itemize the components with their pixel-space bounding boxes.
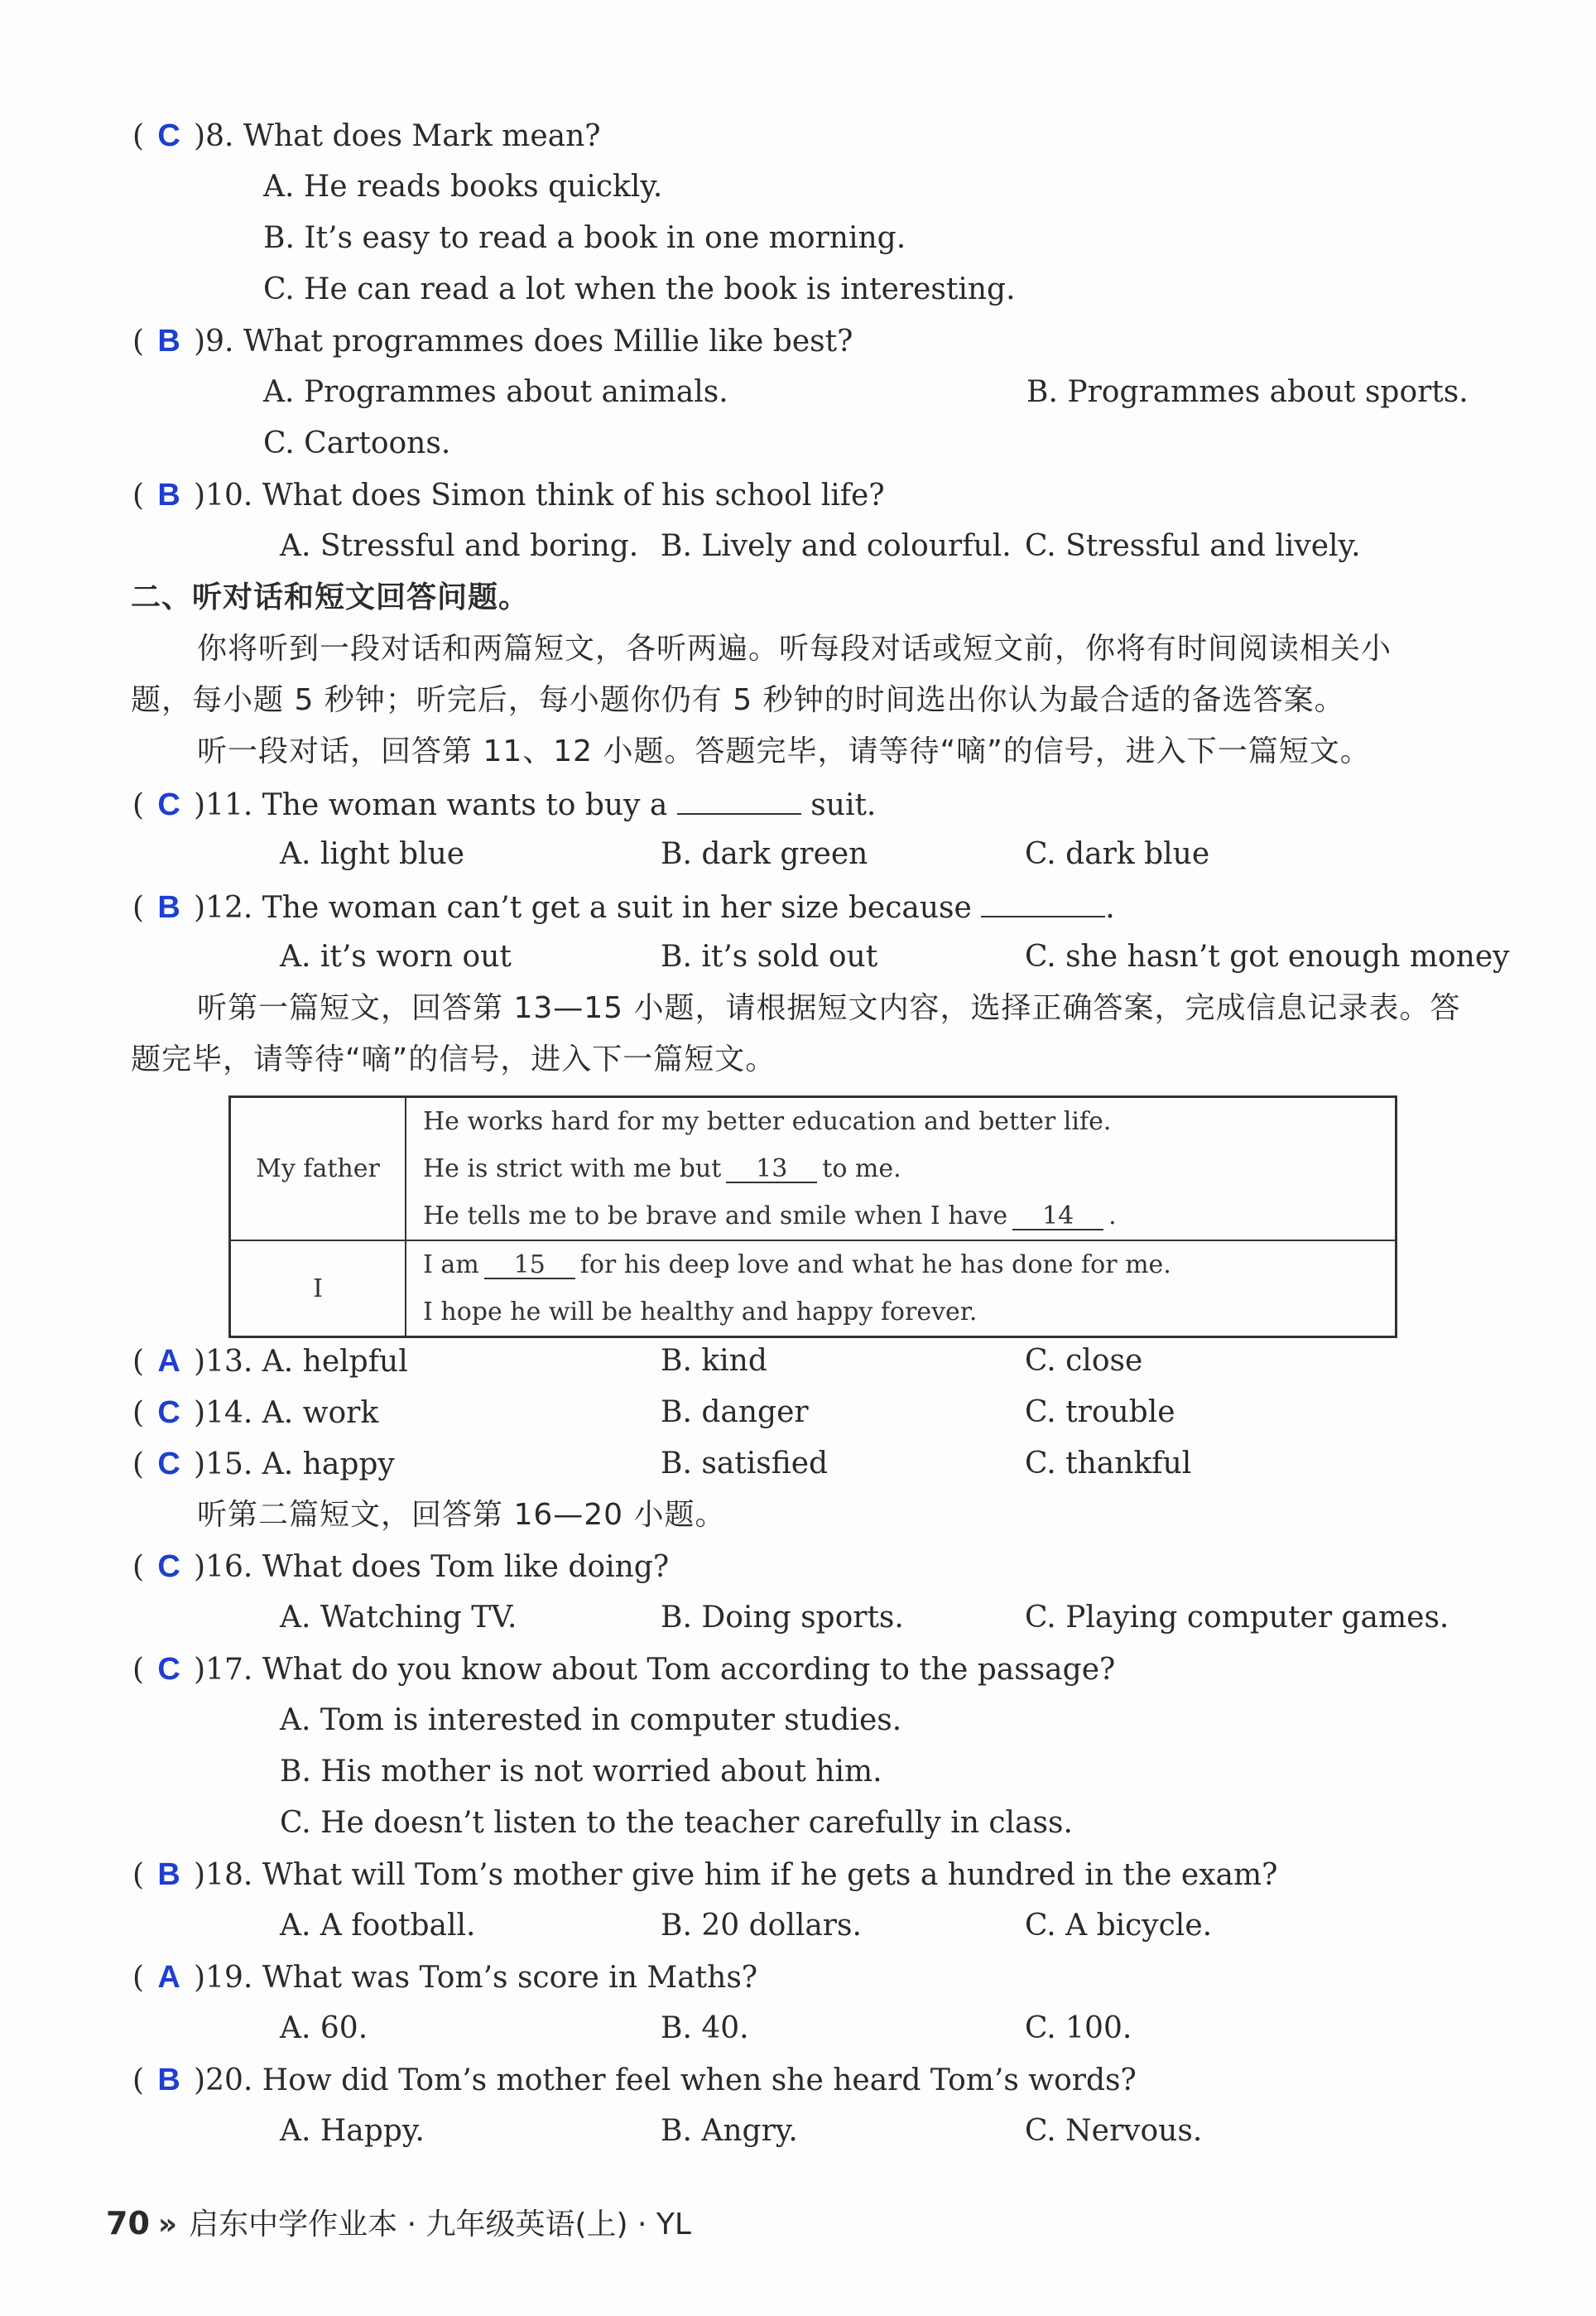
- q13-option-c: C. close: [1025, 1344, 1143, 1378]
- question-8-text: What does Mark mean?: [243, 119, 601, 153]
- q15-option-c: C. thankful: [1025, 1447, 1192, 1481]
- q11-option-b: B. dark green: [661, 837, 868, 871]
- q10-option-c: C. Stressful and lively.: [1025, 529, 1361, 563]
- answer-16: C: [157, 1549, 180, 1584]
- page-footer: [106, 2203, 691, 2244]
- passage-2-instruction: 听第二篇短文，回答第 16—20 小题。: [197, 1498, 726, 1532]
- table-cell: He works hard for my better education and better life. He is strict with me but 13 to me. He tells me to be brave and smile when I have 14 .: [406, 1097, 1396, 1241]
- question-17: ( C )17. What do you know about Tom according to the passage?: [132, 1652, 1116, 1687]
- q16-option-c: C. Playing computer games.: [1025, 1601, 1449, 1635]
- answer-20: B: [157, 2063, 180, 2097]
- question-19: ( A )19. What was Tom’s score in Maths?: [132, 1960, 758, 1995]
- passage-1-instruction-1: 听第一篇短文，回答第 13—15 小题，请根据短文内容，选择正确答案，完成信息记录表。答: [197, 991, 1461, 1025]
- q12-option-a: A. it’s worn out: [280, 940, 512, 974]
- answer-15: C: [157, 1447, 180, 1481]
- answer-11: C: [157, 787, 180, 822]
- q19-option-c: C. 100.: [1025, 2011, 1132, 2045]
- answer-17: C: [157, 1652, 180, 1687]
- passage-1-instruction-2: 题完毕，请等待“嘀”的信号，进入下一篇短文。: [131, 1042, 776, 1076]
- page-number: 70: [106, 2205, 150, 2241]
- table-row: [230, 1240, 1396, 1337]
- q10-option-b: B. Lively and colourful.: [661, 529, 1012, 563]
- section-2-intro-2: 题，每小题 5 秒钟；听完后，每小题你仍有 5 秒钟的时间选出你认为最合适的备选答案。: [131, 683, 1345, 717]
- q18-option-a: A. A football.: [280, 1909, 476, 1943]
- q18-option-c: C. A bicycle.: [1025, 1909, 1213, 1943]
- dialogue-instruction: 听一段对话，回答第 11、12 小题。答题完毕，请等待“嘀”的信号，进入下一篇短文。: [197, 734, 1371, 768]
- answer-8: C: [157, 118, 180, 153]
- answer-13: A: [157, 1344, 180, 1379]
- q19-option-b: B. 40.: [661, 2011, 749, 2045]
- q10-option-a: A. Stressful and boring.: [280, 529, 639, 563]
- question-8: ( C )8. What does Mark mean?: [132, 118, 601, 153]
- q12-option-c: C. she hasn’t got enough money: [1025, 940, 1510, 974]
- info-record-table: [228, 1095, 1397, 1338]
- question-18: ( B )18. What will Tom’s mother give him if he gets a hundred in the exam?: [132, 1857, 1278, 1892]
- q16-option-a: A. Watching TV.: [280, 1601, 517, 1635]
- q14-option-b: B. danger: [661, 1395, 809, 1429]
- question-14: ( C )14. A. work: [132, 1395, 379, 1430]
- blank-13: 13: [726, 1157, 817, 1183]
- section-2-intro-1: 你将听到一段对话和两篇短文，各听两遍。听每段对话或短文前，你将有时间阅读相关小: [197, 632, 1392, 666]
- book-title: 启东中学作业本 · 九年级英语(上) · YL: [189, 2208, 691, 2241]
- section-2-title: 二、听对话和短文回答问题。: [131, 580, 530, 614]
- blank-15: 15: [484, 1253, 575, 1279]
- q14-option-c: C. trouble: [1025, 1395, 1175, 1429]
- q9-option-b: B. Programmes about sports.: [1026, 375, 1469, 409]
- answer-18: B: [157, 1857, 180, 1892]
- question-9-text: What programmes does Millie like best?: [243, 325, 853, 359]
- question-16: ( C )16. What does Tom like doing?: [132, 1549, 670, 1584]
- answer-blank: [677, 785, 801, 815]
- q17-option-b: B. His mother is not worried about him.: [280, 1755, 882, 1789]
- q15-option-b: B. satisfied: [661, 1447, 829, 1481]
- q12-option-b: B. it’s sold out: [661, 940, 878, 974]
- answer-blank: [981, 888, 1105, 917]
- q20-option-b: B. Angry.: [661, 2114, 798, 2148]
- q11-option-c: C. dark blue: [1025, 837, 1210, 871]
- question-12: ( B )12. The woman can’t get a suit in her size because .: [132, 888, 1115, 924]
- row-label-i: I: [230, 1240, 406, 1337]
- answer-12: B: [157, 890, 180, 925]
- question-20: ( B )20. How did Tom’s mother feel when she heard Tom’s words?: [132, 2063, 1137, 2097]
- q13-option-b: B. kind: [661, 1344, 767, 1378]
- answer-10: B: [157, 478, 180, 513]
- q9-option-c: C. Cartoons.: [263, 426, 451, 460]
- q20-option-c: C. Nervous.: [1025, 2114, 1203, 2148]
- question-10-text: What does Simon think of his school life?: [262, 479, 885, 513]
- table-row: [230, 1097, 1396, 1241]
- answer-19: A: [157, 1960, 180, 1995]
- blank-14: 14: [1012, 1204, 1103, 1230]
- q18-option-b: B. 20 dollars.: [661, 1909, 862, 1943]
- question-11: ( C )11. The woman wants to buy a suit.: [132, 785, 876, 821]
- q19-option-a: A. 60.: [280, 2011, 368, 2045]
- q8-option-c: C. He can read a lot when the book is interesting.: [263, 272, 1016, 306]
- q8-option-a: A. He reads books quickly.: [263, 170, 663, 204]
- question-10: ( B )10. What does Simon think of his school life?: [132, 478, 885, 513]
- row-label-father: My father: [230, 1097, 406, 1241]
- question-9: ( B )9. What programmes does Millie like best?: [132, 324, 853, 359]
- answer-14: C: [157, 1395, 180, 1430]
- question-13: ( A )13. A. helpful: [132, 1344, 408, 1379]
- q11-option-a: A. light blue: [280, 837, 465, 871]
- q9-option-a: A. Programmes about animals.: [263, 375, 728, 409]
- q16-option-b: B. Doing sports.: [661, 1601, 904, 1635]
- q17-option-a: A. Tom is interested in computer studies.: [280, 1703, 902, 1737]
- q20-option-a: A. Happy.: [280, 2114, 425, 2148]
- question-15: ( C )15. A. happy: [132, 1447, 395, 1481]
- chevron-right-icon: »: [157, 2208, 178, 2241]
- q8-option-b: B. It’s easy to read a book in one morning.: [263, 221, 906, 255]
- answer-9: B: [157, 324, 180, 359]
- table-cell: I am 15 for his deep love and what he has done for me. I hope he will be healthy and happy forever.: [406, 1240, 1396, 1337]
- q17-option-c: C. He doesn’t listen to the teacher carefully in class.: [280, 1806, 1073, 1840]
